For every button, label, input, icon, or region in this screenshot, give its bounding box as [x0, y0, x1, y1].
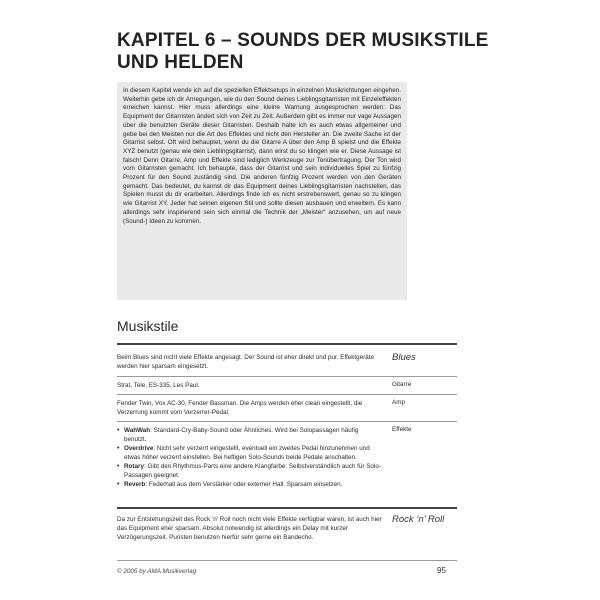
section-title: Musikstile [117, 318, 179, 334]
effect-item [117, 426, 382, 444]
page-number: 95 [437, 566, 446, 575]
effect-name: Overdrive [124, 445, 154, 452]
effect-item [117, 444, 382, 462]
amp-label: Amp [392, 399, 405, 406]
divider [117, 421, 457, 422]
effect-name: Rotary [124, 463, 144, 470]
section-divider [117, 507, 457, 509]
footer-divider [117, 560, 457, 561]
blues-description [117, 353, 382, 371]
copyright: © 2005 by AMA Musikverlag [117, 568, 197, 575]
rocknroll-description [117, 515, 382, 542]
effects-label: Effekte [392, 426, 412, 433]
effects-list-wrap [117, 426, 382, 489]
amp-text [117, 399, 382, 417]
divider [117, 376, 457, 377]
chapter-title [117, 30, 537, 74]
effect-item [117, 462, 382, 480]
chapter-title-line2: UND HELDEN [117, 52, 244, 73]
intro-text: In diesem Kapitel wende ich auf die speziellen Effektsetups in einzelnen Musikrichtungen eingehen. Weiterhin gebe ich dir Anregungen, wie du den Sound deines Lieblingsgitarristen mit Einzeleffekten erreichen kannst. Hier muss allerdings eine kleine Warnung ausgesprochen werden: Das Equipment der Gitarristen ändert sich von Zeit zu Zeit. Außerdem gibt es immer nur vage Aussagen über die benutzten Geräte dieser Gitarristen. Deshalb halte ich es auch etwas allgemeiner und gebe bei den Meisten nur die Art des Effektes und nicht den Hersteller an. Die zweite Sache ist der Gitarrist selbst. Oft wird behauptet, wenn du die Gitarre A über den Amp B spielst und die Effekte XYZ benutzt (genau wie dein Lieblingsgitarrist), dann wirst du so klingen wie er. Diese Aussage ist falsch! Denn Gitarre, Amp und Effekte sind lediglich Werkzeuge zur Tonübertragung. Der Ton wird vom Gitarristen gemacht. Ich behaupte, dass der Gitarrist und sein individuelles Spiel zu fünfzig Prozent für den Sound zuständig sind. Die anderen fünfzig Prozent werden von den Geräten gemacht. Das bedeutet, du kannst dir das Equipment deines Lieblingsgitarristen nachstellen, das Spielen musst du dir erarbeiten. Allerdings finde ich es nicht erstrebenswert, genau so zu klingen wie Gitarrist XY. Jeder hat seinen eigenen Stil und sollte diesen ausbauen und erweitern. Es kann allerdings sehr inspirierend sein sich einmal die Technik der „Meister“ anzusehen, um auf neue (Sound-) Ideen zu kommen. [123, 87, 401, 225]
blues-label: Blues [392, 352, 416, 363]
effect-name: Reverb [124, 481, 146, 488]
blues-text: Beim Blues sind nicht viele Effekte angesagt. Der Sound ist eher direkt und pur. Effektgeräte werden hier sparsam eingesetzt. [117, 354, 375, 370]
effects-list [117, 426, 382, 489]
guitars-text: Strat, Tele, ES-335, Les Paul. [117, 382, 200, 389]
effect-desc: : Nicht sehr verzerrt eingestellt, eventuell ein zweites Pedal hinzunehmen und etwas höher verzerrt einstellen. Bei heftigen Solo-Sounds beide Pedale anschalten. [124, 445, 370, 461]
guitars-label: Gitarre [392, 381, 412, 388]
effect-desc: : Gibt den Rhythmus-Parts eine andere Klangfarbe. Selbstverständlich auch für Solo-Passagen geeignet. [124, 463, 381, 479]
rocknroll-text: Da zur Entstehungszeit des Rock ’n’ Roll noch nicht viele Effekte verfügbar waren, ist auch hier das Equipment eher sparsam. Absolut notwendig ist allerdings ein Delay mit kurzer Verzögerungszeit. Puristen benutzen hierfür sehr gerne ein Bandecho. [117, 516, 382, 541]
section-divider [117, 343, 457, 345]
effect-desc: : Standard-Cry-Baby-Sound oder Ähnliches. Wird bei Solopassagen häufig benutzt. [124, 427, 359, 443]
intro-box [117, 82, 407, 300]
rocknroll-label: Rock ’n’ Roll [392, 514, 445, 525]
effect-name: WahWah [124, 427, 151, 434]
amp-description: Fender Twin, Vox AC-30, Fender Bassman. Die Amps werden eher clean eingestellt, die Verzerrung kommt vom Verzerrer-Pedal. [117, 400, 363, 416]
effect-item [117, 480, 382, 489]
chapter-title-line1: KAPITEL 6 – SOUNDS DER MUSIKSTILE [117, 30, 489, 51]
divider [117, 394, 457, 395]
effect-desc: : Federhall aus dem Verstärker oder externer Hall. Sparsam einsetzen. [145, 481, 343, 488]
